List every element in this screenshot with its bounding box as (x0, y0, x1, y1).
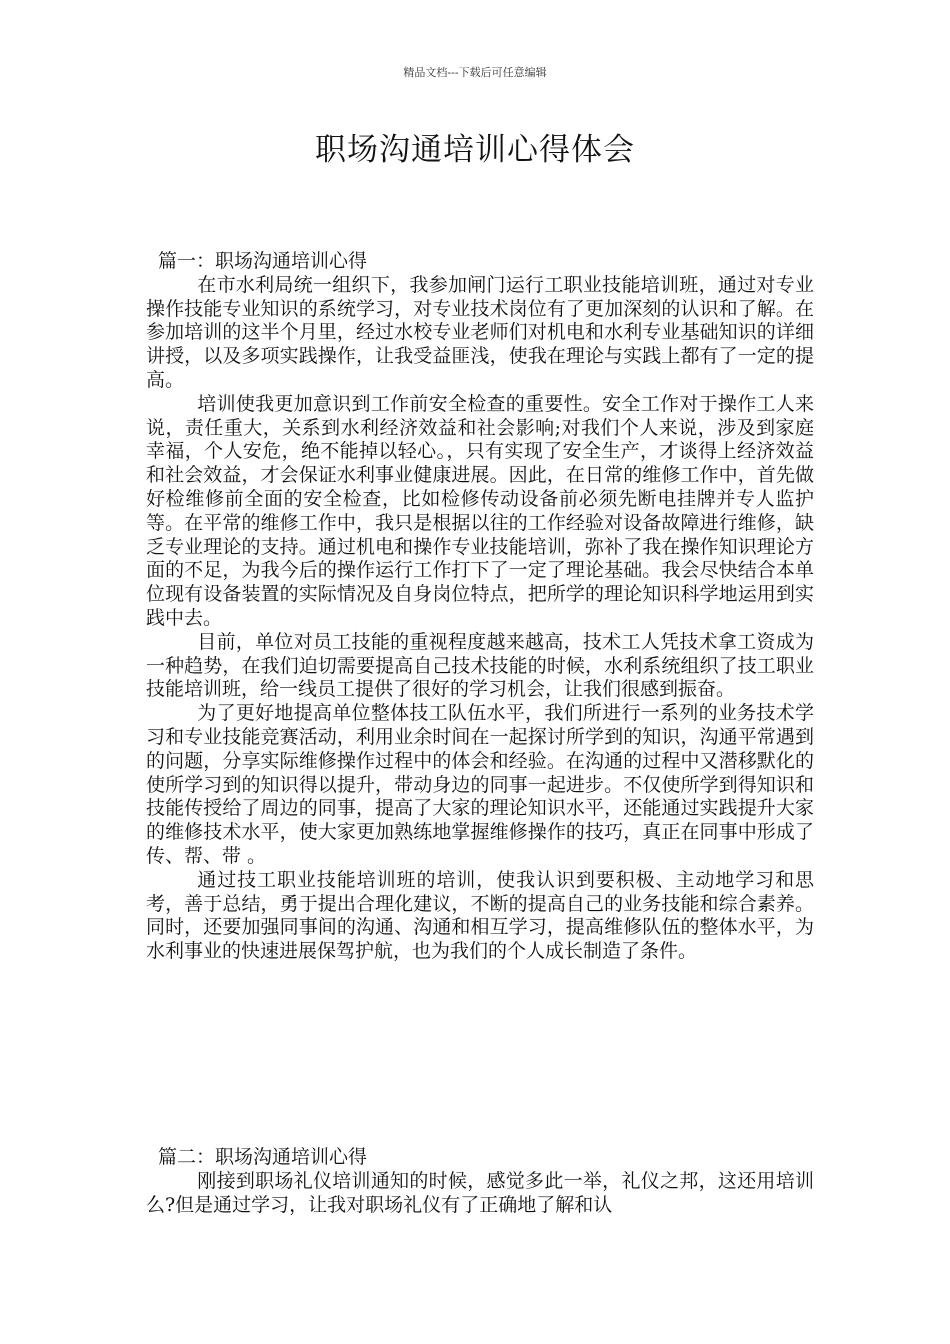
section-heading: 篇二：职场沟通培训心得 (158, 1146, 368, 1168)
section-one (146, 250, 814, 964)
paragraph: 为了更好地提高单位整体技工队伍水平，我们所进行一系列的业务技术学习和专业技能竞赛活动，利用业余时间在一起探讨所学到的知识，沟通平常遇到的问题，分享实际维修操作过程中的体会和经验。在沟通的过程中又潜移默化的使所学习到的知识得以提升，带动身边的同事一起进步。不仅使所学到得知识和技能传授给了周边的同事，提高了大家的理论知识水平，还能通过实践提升大家的维修技术水平，使大家更加熟练地掌握维修操作的技巧，真正在同事中形成了 传、帮、带 。 (146, 702, 814, 867)
paragraph: 目前，单位对员工技能的重视程度越来越高，技术工人凭技术拿工资成为一种趋势，在我们迫切需要提高自己技术技能的时候，水利系统组织了技工职业技能培训班，给一线员工提供了很好的学习机会，让我们很感到振奋。 (146, 630, 814, 701)
section-two (146, 1146, 814, 1217)
paragraph: 在市水利局统一组织下，我参加闸门运行工职业技能培训班，通过对专业操作技能专业知识的系统学习，对专业技术岗位有了更加深刻的认识和了解。在参加培训的这半个月里，经过水校专业老师们对机电和水利专业基础知识的详细讲授，以及多项实践操作，让我受益匪浅，使我在理论与实践上都有了一定的提高。 (146, 273, 814, 391)
page-header: 精品文档---下载后可任意编辑 (403, 66, 547, 79)
paragraph: 刚接到职场礼仪培训通知的时候，感觉多此一举，礼仪之邦，这还用培训么?但是通过学习，让我对职场礼仪有了正确地了解和认 (146, 1169, 814, 1216)
section-heading: 篇一：职场沟通培训心得 (158, 250, 368, 272)
document-title: 职场沟通培训心得体会 (315, 132, 635, 168)
paragraph: 通过技工职业技能培训班的培训，使我认识到要积极、主动地学习和思考，善于总结，勇于提出合理化建议，不断的提高自己的业务技能和综合素养。同时，还要加强同事间的沟通、沟通和相互学习，提高维修队伍的整体水平，为水利事业的快速进展保驾护航，也为我们的个人成长制造了条件。 (146, 868, 814, 963)
paragraph: 培训使我更加意识到工作前安全检查的重要性。安全工作对于操作工人来说，责任重大，关系到水利经济效益和社会影响;对我们个人来说，涉及到家庭幸福，个人安危，绝不能掉以轻心。，只有实现了安全生产，才谈得上经济效益和社会效益，才会保证水利事业健康进展。因此，在日常的维修工作中，首先做好检维修前全面的安全检查，比如检修传动设备前必须先断电挂牌并专人监护等。在平常的维修工作中，我只是根据以往的工作经验对设备故障进行维修，缺乏专业理论的支持。通过机电和操作专业技能培训，弥补了我在操作知识理论方面的不足，为我今后的操作运行工作打下了一定了理论基础。我会尽快结合本单位现有设备装置的实际情况及自身岗位特点，把所学的理论知识科学地运用到实践中去。 (146, 392, 814, 629)
